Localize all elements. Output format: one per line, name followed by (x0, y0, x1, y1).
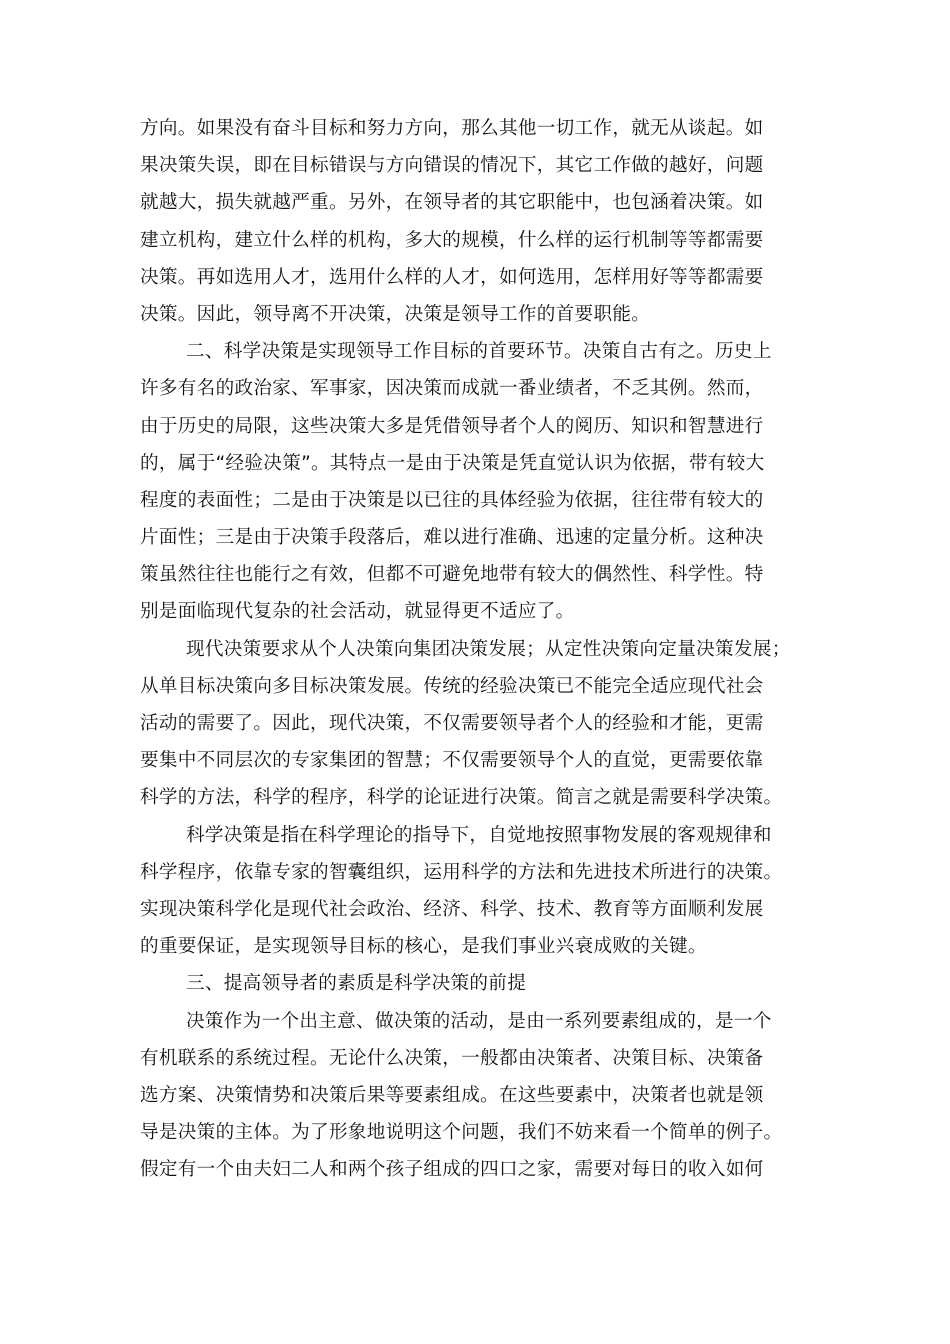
text-line: 科学决策是指在科学理论的指导下，自觉地按照事物发展的客观规律和 (186, 824, 772, 846)
text-line: 许多有名的政治家、军事家，因决策而成就一番业绩者，不乏其例。然而， (140, 378, 764, 400)
text-line: 从单目标决策向多目标决策发展。传统的经验决策已不能完全适应现代社会 (140, 675, 764, 697)
text-line: 三、提高领导者的素质是科学决策的前提 (186, 973, 527, 995)
text-line: 有机联系的系统过程。无论什么决策，一般都由决策者、决策目标、决策备 (140, 1047, 764, 1069)
text-line: 建立机构，建立什么样的机构，多大的规模，什么样的运行机制等等都需要 (140, 229, 764, 251)
text-line: 就越大，损失就越严重。另外，在领导者的其它职能中，也包涵着决策。如 (140, 192, 764, 214)
text-line: 的重要保证，是实现领导目标的核心，是我们事业兴衰成败的关键。 (140, 936, 707, 958)
text-line: 选方案、决策情势和决策后果等要素组成。在这些要素中，决策者也就是领 (140, 1084, 764, 1106)
text-line: 二、科学决策是实现领导工作目标的首要环节。决策自古有之。历史上 (186, 341, 772, 363)
text-line: 由于历史的局限，这些决策大多是凭借领导者个人的阅历、知识和智慧进行 (140, 415, 764, 437)
text-line: 实现决策科学化是现代社会政治、经济、科学、技术、教育等方面顺利发展 (140, 898, 764, 920)
text-line: 决策作为一个出主意、做决策的活动，是由一系列要素组成的，是一个 (186, 1010, 772, 1032)
text-line: 的，属于“经验决策”。其特点一是由于决策是凭直觉认识为依据，带有较大 (140, 452, 765, 474)
text-line: 方向。如果没有奋斗目标和努力方向，那么其他一切工作，就无从谈起。如 (140, 118, 764, 139)
text-line: 科学程序，依靠专家的智囊组织，运用科学的方法和先进技术所进行的决策。 (140, 861, 783, 883)
text-line: 果决策失误，即在目标错误与方向错误的情况下，其它工作做的越好，问题 (140, 155, 764, 177)
text-line: 决策。再如选用人才，选用什么样的人才，如何选用，怎样用好等等都需要 (140, 266, 764, 288)
text-line: 决策。因此，领导离不开决策，决策是领导工作的首要职能。 (140, 303, 651, 325)
text-line: 片面性；三是由于决策手段落后，难以进行准确、迅速的定量分析。这种决 (140, 527, 764, 549)
text-line: 策虽然往往也能行之有效，但都不可避免地带有较大的偶然性、科学性。特 (140, 564, 764, 586)
text-line: 假定有一个由夫妇二人和两个孩子组成的四口之家，需要对每日的收入如何 (140, 1159, 764, 1181)
text-line: 别是面临现代复杂的社会活动，就显得更不适应了。 (140, 601, 575, 623)
body-text (140, 110, 812, 1188)
text-line: 现代决策要求从个人决策向集团决策发展；从定性决策向定量决策发展； (186, 638, 791, 660)
text-line: 程度的表面性；二是由于决策是以已往的具体经验为依据，往往带有较大的 (140, 489, 764, 511)
text-line: 科学的方法，科学的程序，科学的论证进行决策。简言之就是需要科学决策。 (140, 787, 783, 809)
text-line: 导是决策的主体。为了形象地说明这个问题，我们不妨来看一个简单的例子。 (140, 1122, 783, 1144)
text-line: 要集中不同层次的专家集团的智慧；不仅需要领导个人的直觉，更需要依靠 (140, 750, 764, 772)
text-line: 活动的需要了。因此，现代决策，不仅需要领导者个人的经验和才能，更需 (140, 713, 764, 734)
